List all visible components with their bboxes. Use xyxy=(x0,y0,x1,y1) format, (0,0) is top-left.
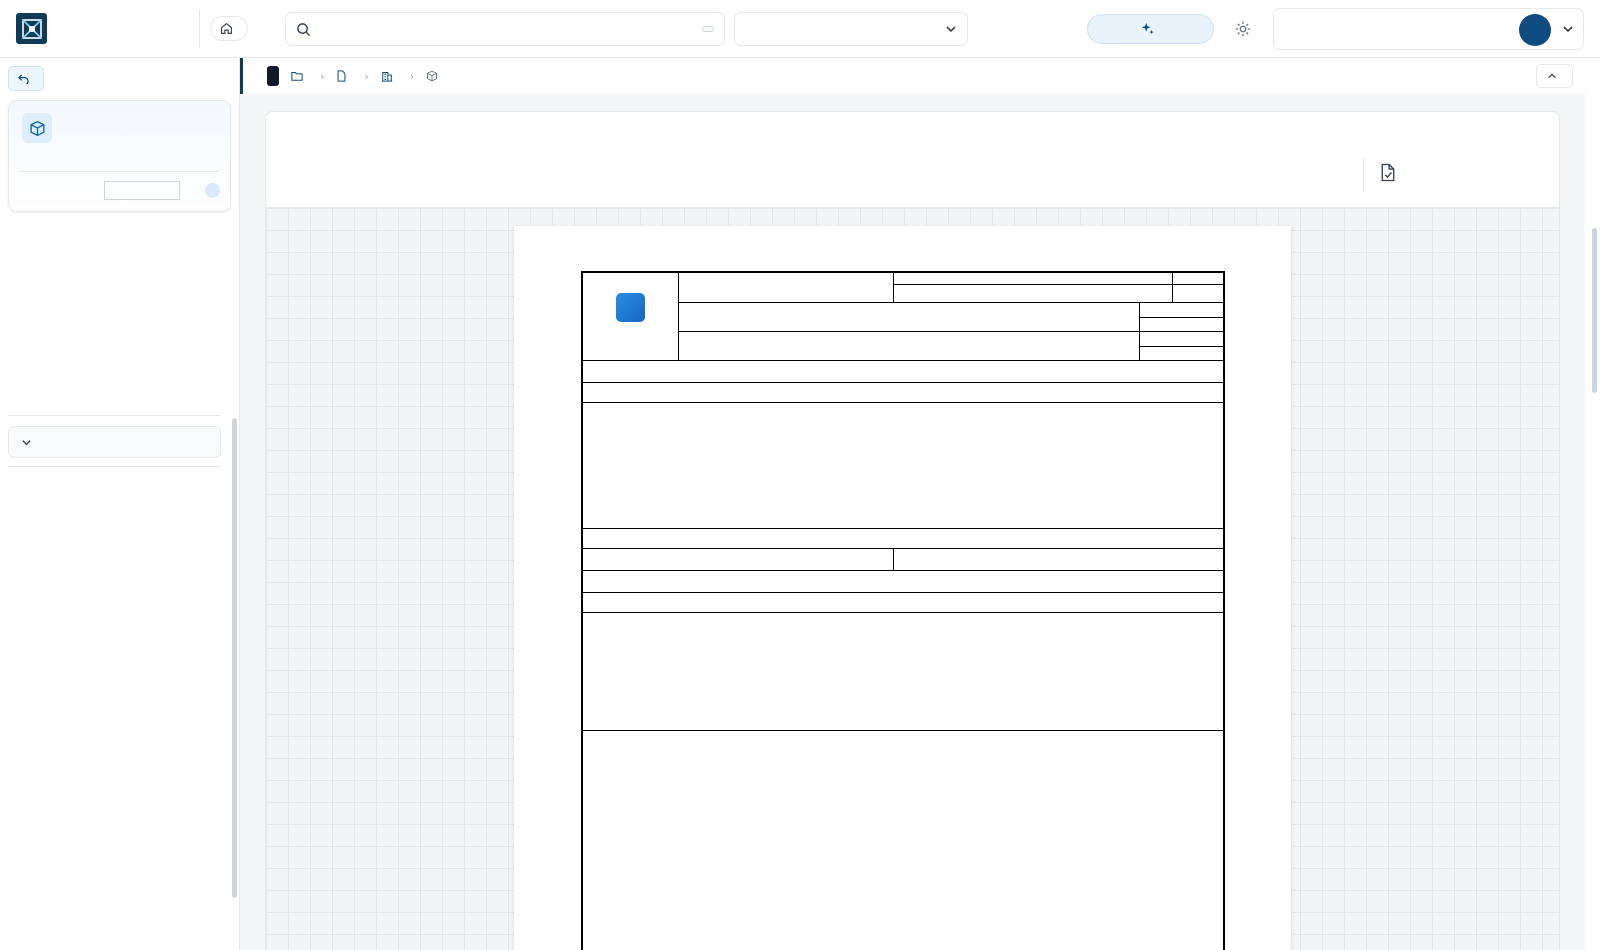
document-page xyxy=(514,226,1291,950)
model-selector[interactable] xyxy=(1363,158,1541,192)
chevron-right-icon: › xyxy=(364,69,369,83)
divider xyxy=(20,171,219,172)
number-value xyxy=(894,284,1172,303)
avatar xyxy=(1519,14,1551,46)
criticality-bar xyxy=(104,181,180,200)
part-one-heading xyxy=(583,361,1223,383)
focus-asset-card[interactable] xyxy=(8,100,231,212)
chevron-up-icon xyxy=(1547,71,1557,81)
sidebar-scrollbar[interactable] xyxy=(232,418,237,898)
document-icon xyxy=(336,70,347,82)
chevron-down-icon xyxy=(21,437,32,448)
search-box[interactable] xyxy=(285,12,725,46)
search-input[interactable] xyxy=(319,22,694,36)
breadcrumb-item-asset xyxy=(426,70,443,82)
top-bar xyxy=(0,0,1600,58)
app-logo[interactable] xyxy=(16,13,47,44)
sparkle-icon xyxy=(1141,22,1155,36)
breadcrumb-item-plant[interactable] xyxy=(381,70,398,82)
search-icon xyxy=(296,22,311,37)
history-row xyxy=(583,549,1223,571)
content-scrollbar[interactable] xyxy=(1592,228,1597,393)
corporate-sub xyxy=(1140,347,1223,361)
folder-icon xyxy=(291,70,303,82)
breadcrumb-item-unit[interactable] xyxy=(291,70,308,82)
sheet-value xyxy=(1140,317,1223,332)
preview-canvas xyxy=(266,208,1559,950)
breadcrumb xyxy=(240,58,1585,94)
document-check-icon xyxy=(1380,163,1396,182)
section-b-heading xyxy=(583,529,1223,549)
search-shortcut xyxy=(702,26,714,32)
title-cell xyxy=(679,332,1140,361)
main-content xyxy=(240,94,1585,950)
scroll-up-button[interactable] xyxy=(1536,64,1573,88)
gear-icon xyxy=(1234,20,1252,38)
title-value xyxy=(679,341,1139,361)
back-button[interactable] xyxy=(8,66,44,91)
chevron-down-icon xyxy=(945,23,957,35)
part-two-block xyxy=(583,679,1223,731)
building-icon xyxy=(381,70,393,82)
logo-mark xyxy=(616,293,645,322)
chevron-right-icon: › xyxy=(320,69,325,83)
asset-tag xyxy=(267,66,279,86)
cube-icon xyxy=(22,113,52,143)
caa-row xyxy=(583,493,1223,529)
panel-header xyxy=(266,112,1559,208)
sidebar xyxy=(0,58,240,950)
settings-button[interactable] xyxy=(1232,18,1254,40)
report-header xyxy=(583,273,1223,361)
sheet-cell xyxy=(1140,303,1223,332)
chevron-right-icon: › xyxy=(409,69,415,83)
back-arrow-icon xyxy=(18,73,29,84)
revision-value xyxy=(1173,284,1223,303)
report-number-cell xyxy=(894,273,1173,303)
info-icon[interactable] xyxy=(205,183,220,198)
chevron-down-icon xyxy=(1562,23,1574,35)
divider xyxy=(8,466,221,467)
home-icon xyxy=(220,22,233,35)
breadcrumb-item-contract[interactable] xyxy=(336,70,352,82)
report-logo xyxy=(583,273,679,361)
divider xyxy=(199,10,200,48)
revision-cell xyxy=(1173,273,1223,303)
asset-selector[interactable] xyxy=(734,12,968,46)
part-three-block xyxy=(583,731,1223,950)
report-form xyxy=(581,271,1225,950)
section-c-heading xyxy=(583,593,1223,613)
report-heading xyxy=(679,273,894,303)
guide-button[interactable] xyxy=(1087,14,1214,44)
home-button[interactable] xyxy=(210,16,248,41)
section-a-heading xyxy=(583,383,1223,403)
document-preview-panel xyxy=(265,111,1560,950)
cube-icon xyxy=(426,70,438,82)
user-menu[interactable] xyxy=(1273,8,1584,50)
history-special-row xyxy=(583,571,1223,593)
corporate-label xyxy=(1140,332,1223,347)
scope-toggle[interactable] xyxy=(8,426,221,458)
divider xyxy=(8,415,221,416)
unit-line xyxy=(679,303,1140,332)
